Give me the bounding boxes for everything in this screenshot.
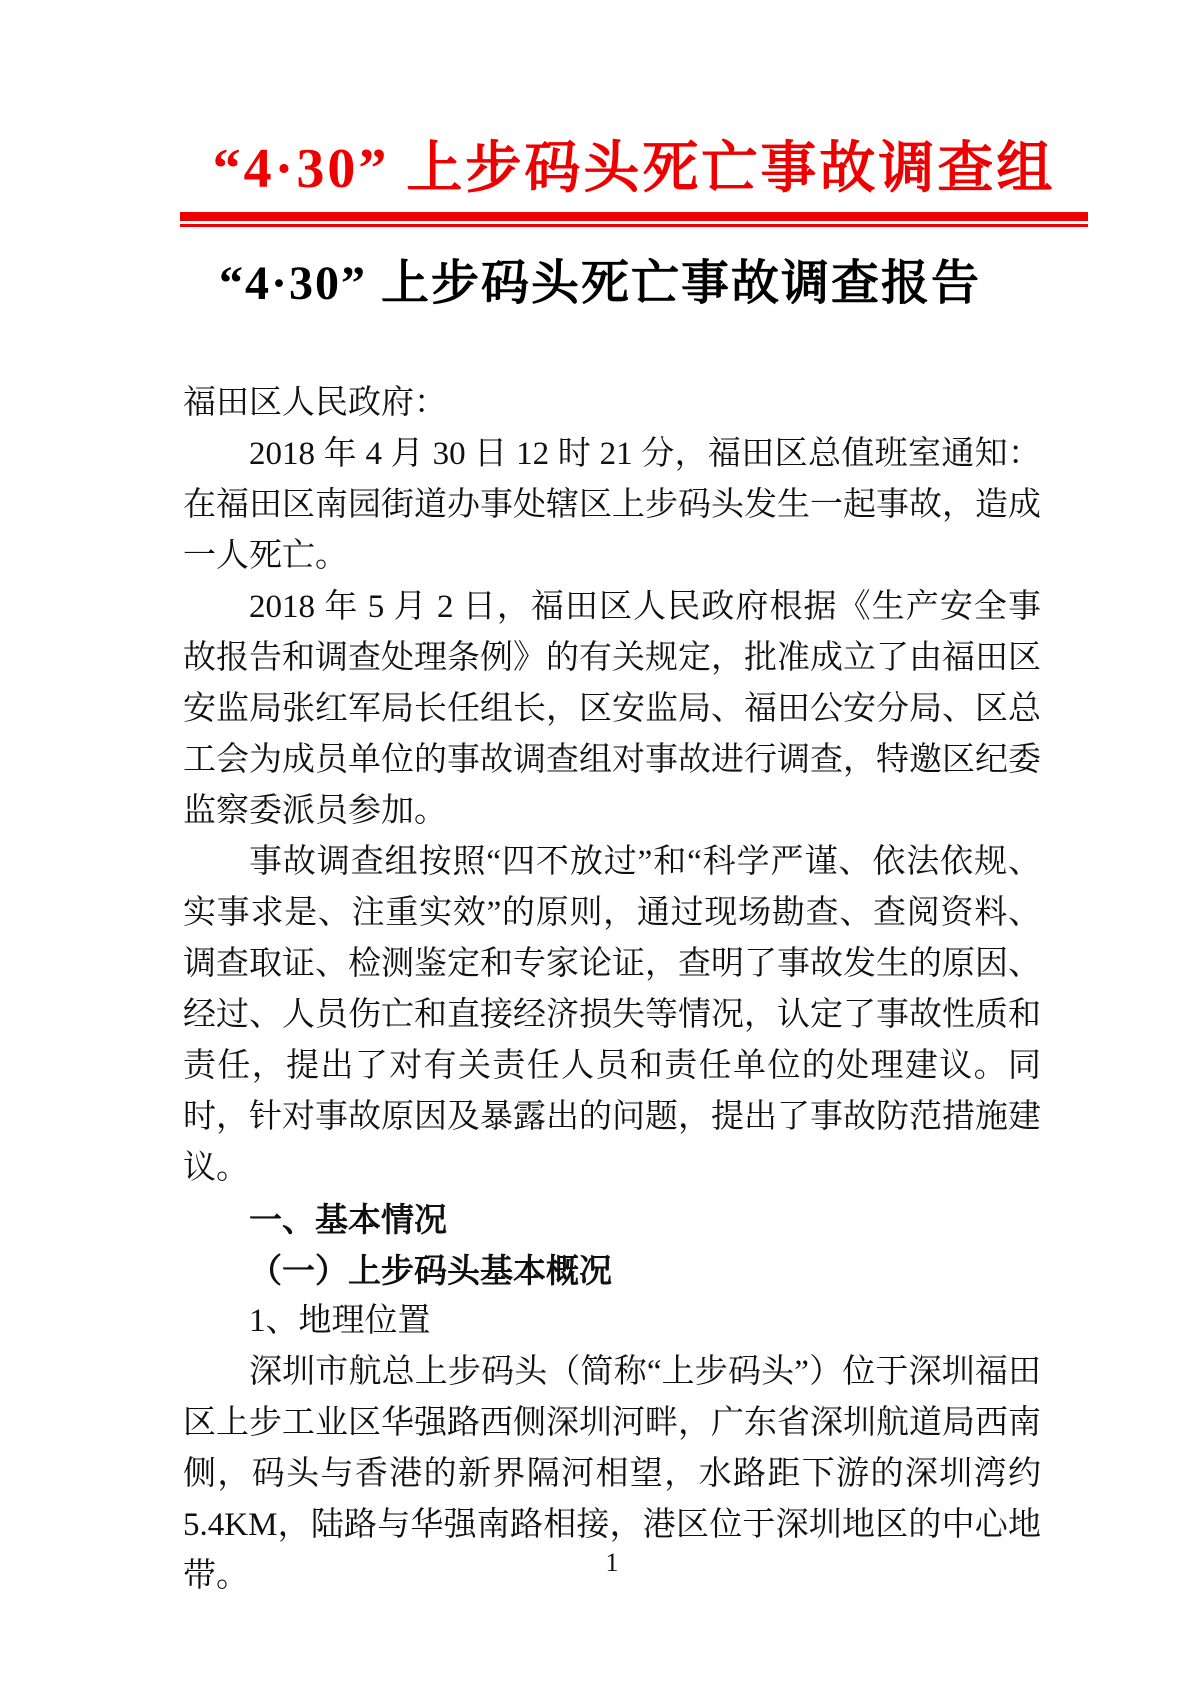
- letterhead-rule-thick: [180, 212, 1088, 221]
- letterhead: [180, 130, 1088, 227]
- document-title: “4·30” 上步码头死亡事故调查报告: [218, 257, 981, 310]
- body-paragraph: 2018 年 5 月 2 日，福田区人民政府根据《生产安全事故报告和调查处理条例》的有关规定，批准成立了由福田区安监局张红军局长任组长，区安监局、福田公安分局、区总工会为成员单位的事故调查组对事故进行调查，特邀区纪委监察委派员参加。: [183, 589, 1041, 829]
- subsection-heading: （一）上步码头基本概况: [249, 1252, 612, 1289]
- numbered-subheading: 1、地理位置: [249, 1303, 431, 1339]
- letterhead-title: “4·30” 上步码头死亡事故调查组: [212, 138, 1056, 200]
- body-paragraph: 事故调查组按照“四不放过”和“科学严谨、依法依规、实事求是、注重实效”的原则，通过现场勘查、查阅资料、调查取证、检测鉴定和专家论证，查明了事故发生的原因、经过、人员伤亡和直接经济损失等情况，认定了事故性质和责任，提出了对有关责任人员和责任单位的处理建议。同时，针对事故原因及暴露出的问题，提出了事故防范措施建议。: [183, 844, 1041, 1186]
- letterhead-rule-thin: [180, 224, 1088, 227]
- body-paragraph: 2018 年 4 月 30 日 12 时 21 分，福田区总值班室通知：在福田区南园街道办事处辖区上步码头发生一起事故，造成一人死亡。: [183, 436, 1041, 574]
- salutation-line: 福田区人民政府：: [183, 385, 447, 421]
- document-body: [183, 378, 1041, 1602]
- page-number: 1: [605, 1548, 619, 1577]
- section-heading: 一、基本情况: [249, 1201, 447, 1238]
- body-paragraph: 深圳市航总上步码头（简称“上步码头”）位于深圳福田区上步工业区华强路西侧深圳河畔，广东省深圳航道局西南侧，码头与香港的新界隔河相望，水路距下游的深圳湾约 5.4KM，陆路与华强南路相接，港区位于深圳地区的中心地带。: [183, 1354, 1041, 1594]
